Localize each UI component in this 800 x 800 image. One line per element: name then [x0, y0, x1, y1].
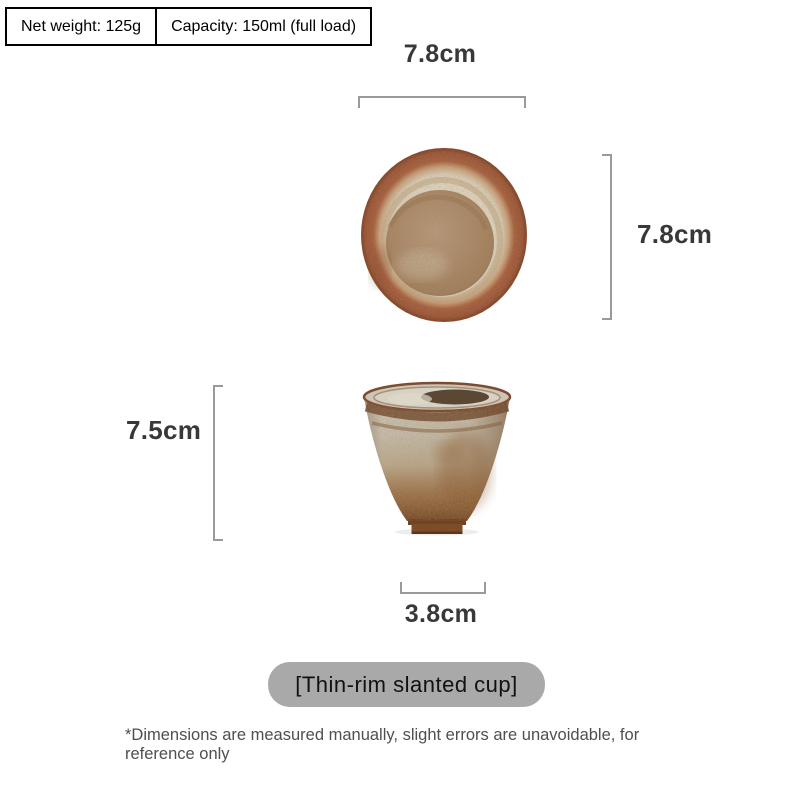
top-view-height-label: 7.8cm: [637, 219, 713, 249]
top-diameter-label: 7.8cm: [403, 40, 477, 68]
measurement-disclaimer: *Dimensions are measured manually, slight errors are unavoidable, for reference only: [125, 726, 640, 763]
top-view-height-bracket: [602, 154, 612, 320]
top-diameter-bracket: [358, 96, 526, 108]
capacity-box: Capacity: 150ml (full load): [155, 7, 372, 46]
cup-height-label: 7.5cm: [126, 415, 202, 445]
cup-side-view-photo: [362, 381, 512, 536]
spec-box-row: [5, 7, 372, 46]
cup-height-bracket: [213, 385, 223, 541]
cup-top-view-photo: [360, 147, 528, 323]
base-diameter-bracket: [400, 582, 486, 594]
net-weight-box: Net weight: 125g: [5, 7, 157, 46]
base-diameter-label: 3.8cm: [404, 600, 478, 628]
product-name-banner: [Thin-rim slanted cup]: [268, 662, 545, 707]
